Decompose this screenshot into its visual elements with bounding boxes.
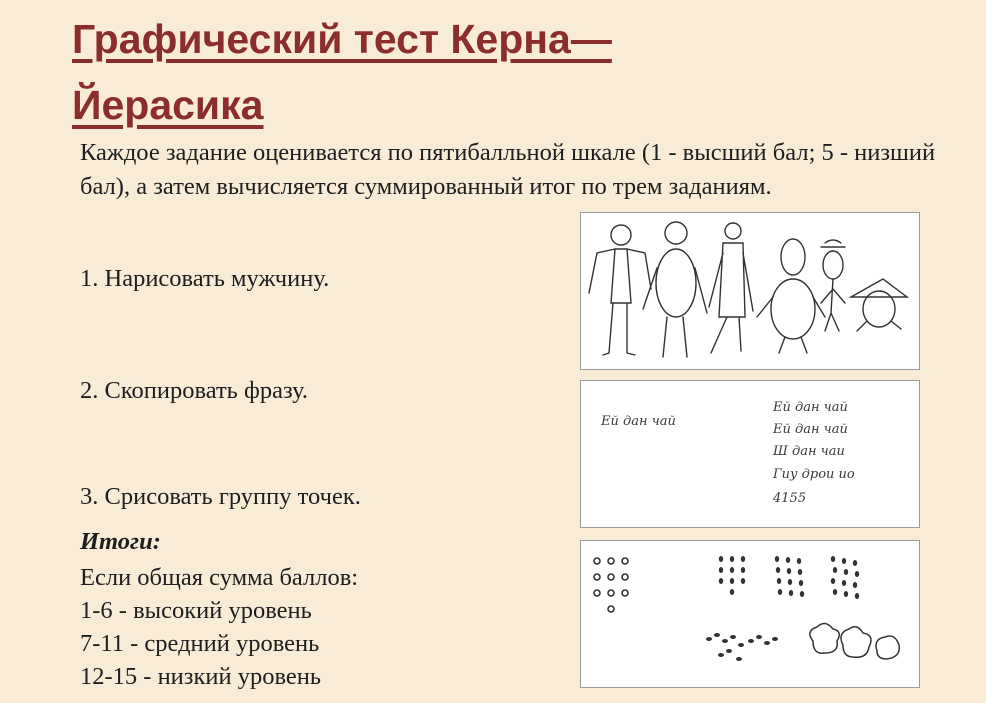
sample-dot [594, 558, 600, 564]
sample-dot [608, 590, 614, 596]
copy-dot [842, 558, 846, 564]
copy-dot [741, 556, 745, 562]
copy-dot [764, 641, 770, 645]
copy-dot [799, 580, 803, 586]
copy-dot [730, 556, 734, 562]
copy-dot [777, 578, 781, 584]
copy-dot [722, 639, 728, 643]
copy-dot [719, 567, 723, 573]
dot-group-sample [594, 558, 628, 612]
copy-dot [741, 567, 745, 573]
phrase-copy-1: Ей дан чай [773, 400, 848, 415]
copy-dot [719, 556, 723, 562]
task-3-copy-dots: 3. Срисовать группу точек. [80, 483, 361, 510]
copy-dot [775, 556, 779, 562]
copy-dot [772, 637, 778, 641]
copy-dot [853, 582, 857, 588]
copy-dot [800, 591, 804, 597]
copy-dot [855, 571, 859, 577]
sample-dot [608, 558, 614, 564]
man-figure-2 [643, 222, 707, 357]
copy-dot [748, 639, 754, 643]
results-medium-level: 7-11 - средний уровень [80, 630, 320, 657]
man-figure-1 [589, 225, 651, 355]
copy-dot [714, 633, 720, 637]
copy-dot [798, 569, 802, 575]
phrase-copy-5: 4155 [773, 491, 807, 506]
copy-dot [719, 578, 723, 584]
copy-dot [730, 635, 736, 639]
sample-dot [622, 590, 628, 596]
results-high-level: 1-6 - высокий уровень [80, 597, 312, 624]
copy-dot [786, 557, 790, 563]
copy-dot [833, 589, 837, 595]
copy-dot [833, 567, 837, 573]
copy-dot [736, 657, 742, 661]
sample-dot [594, 574, 600, 580]
copy-dot [788, 579, 792, 585]
sample-dot [608, 606, 614, 612]
copy-dot [844, 591, 848, 597]
results-low-level: 12-15 - низкий уровень [80, 663, 322, 690]
copy-dot [844, 569, 848, 575]
sample-dot [608, 574, 614, 580]
man-figure-6 [851, 279, 907, 331]
copy-dot [730, 567, 734, 573]
copy-dot [853, 560, 857, 566]
copy-dot [718, 653, 724, 657]
task-2-copy-phrase: 2. Скопировать фразу. [80, 377, 309, 404]
phrase-sample: Ей дан чай [601, 414, 676, 429]
copy-dot [778, 589, 782, 595]
phrase-copy-4: Гиу дрои ио [773, 467, 855, 482]
copy-dot [797, 558, 801, 564]
phrase-copy-image [580, 380, 920, 528]
man-figure-3 [709, 223, 753, 353]
copy-dot [789, 590, 793, 596]
copy-dot [726, 649, 732, 653]
copy-dot [756, 635, 762, 639]
copy-dot [831, 556, 835, 562]
dot-group-copies [706, 556, 859, 661]
dot-blob-drawings [810, 623, 899, 659]
copy-dot [738, 643, 744, 647]
sample-dot [622, 558, 628, 564]
man-figure-4 [757, 239, 825, 353]
copy-dot [730, 578, 734, 584]
task-1-draw-man: 1. Нарисовать мужчину. [80, 265, 330, 292]
copy-dot [776, 567, 780, 573]
sample-dot [622, 574, 628, 580]
men-drawings-image [580, 212, 920, 370]
copy-dot [706, 637, 712, 641]
copy-dot [787, 568, 791, 574]
sample-dot [594, 590, 600, 596]
results-heading: Итоги: [80, 528, 161, 555]
phrase-copy-2: Ей дан чай [773, 422, 848, 437]
copy-dot [730, 589, 734, 595]
intro-text: Каждое задание оценивается по пятибалльной шкале (1 - высший бал; 5 - низший бал), а затем вычисляется суммированный итог по трем заданиям. [80, 139, 936, 200]
dots-copy-image [580, 540, 920, 688]
copy-dot [741, 578, 745, 584]
results-line: Если общая сумма баллов: [80, 564, 359, 591]
phrase-copy-3: Ш дан чаи [773, 444, 845, 459]
copy-dot [842, 580, 846, 586]
page-title: Графический тест Керна—Йерасика [72, 16, 612, 128]
copy-dot [855, 593, 859, 599]
copy-dot [831, 578, 835, 584]
